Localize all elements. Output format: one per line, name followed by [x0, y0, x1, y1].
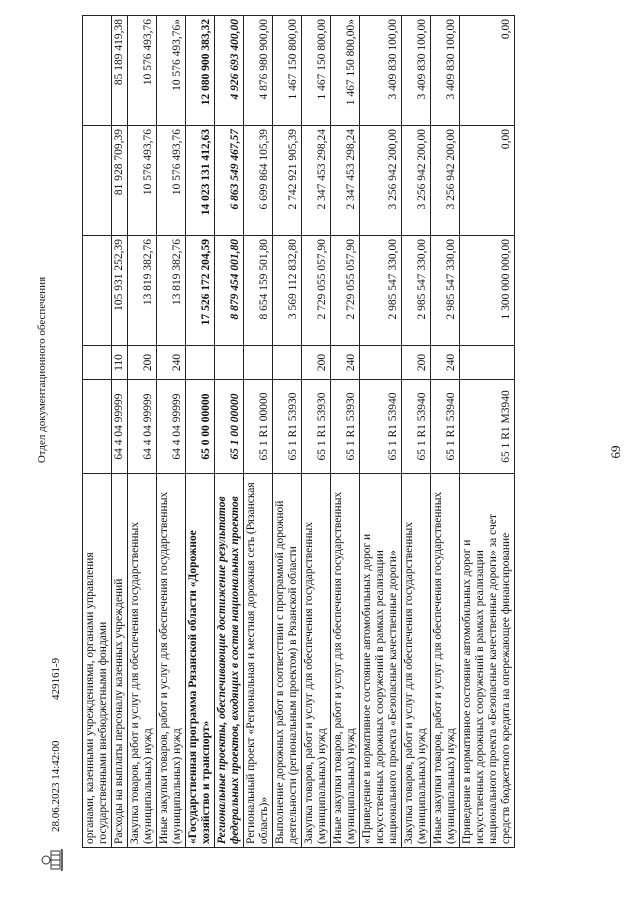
row-2025-cell: 1 467 150 800,00» [331, 16, 360, 126]
row-2023-cell: 105 931 252,39 [112, 236, 128, 346]
row-2024-cell: 0,00 [460, 126, 515, 236]
row-vr-cell [83, 346, 112, 380]
row-vr-cell [460, 346, 515, 380]
row-vr-cell [360, 346, 402, 380]
table-row [360, 16, 402, 848]
row-2025-cell: 85 189 419,38 [112, 16, 128, 126]
row-name-cell: Региональные проекты, обеспечивающие достижение результатов федеральных проектов, входящих в состав национальных проектов [215, 474, 244, 848]
row-code-cell: 65 1 00 00000 [215, 380, 244, 474]
row-2023-cell: 8 654 159 501,80 [244, 236, 273, 346]
row-2024-cell: 6 699 864 105,39 [244, 126, 273, 236]
row-2025-cell: 4 926 693 400,00 [215, 16, 244, 126]
row-code-cell: 64 4 04 99999 [112, 380, 128, 474]
row-2023-cell: 2 729 055 057,90 [302, 236, 331, 346]
footer-department: Отдел документационного обеспечения [36, 276, 48, 464]
row-name-cell: Иные закупки товаров, работ и услуг для обеспечения государственных (муниципальных) нужд [431, 474, 460, 848]
row-name-cell: Закупка товаров, работ и услуг для обеспечения государственных (муниципальных) нужд [302, 474, 331, 848]
row-name-cell: «Приведение в нормативное состояние автомобильных дорог и искусственных дорожных сооружений в рамках реализации национального проекта «Безопасные качественные дороги» [360, 474, 402, 848]
row-2024-cell: 2 347 453 298,24 [302, 126, 331, 236]
row-name-cell: Расходы на выплаты персоналу казенных учреждений [112, 474, 128, 848]
row-code-cell: 65 1 R1 53930 [331, 380, 360, 474]
row-2025-cell: 10 576 493,76» [157, 16, 186, 126]
row-2025-cell: 3 409 830 100,00 [360, 16, 402, 126]
row-name-cell: органами, казенными учреждениями, органами управления государственными внебюджетными фондами [83, 474, 112, 848]
row-2025-cell: 3 409 830 100,00 [431, 16, 460, 126]
row-2024-cell: 3 256 942 200,00 [402, 126, 431, 236]
row-vr-cell [273, 346, 302, 380]
row-code-cell: 65 1 R1 53930 [273, 380, 302, 474]
row-2025-cell: 1 467 150 800,00 [302, 16, 331, 126]
row-vr-cell: 110 [112, 346, 128, 380]
row-code-cell: 65 1 R1 53940 [360, 380, 402, 474]
row-vr-cell: 240 [157, 346, 186, 380]
row-vr-cell: 240 [431, 346, 460, 380]
row-code-cell: 65 1 R1 00000 [244, 380, 273, 474]
row-2025-cell: 4 876 980 900,00 [244, 16, 273, 126]
row-code-cell: 65 1 R1 М3940 [460, 380, 515, 474]
row-vr-cell: 200 [402, 346, 431, 380]
row-2024-cell: 2 347 453 298,24 [331, 126, 360, 236]
duma-logo-icon [38, 846, 66, 874]
row-code-cell: 64 4 04 99999 [157, 380, 186, 474]
row-2023-cell: 1 300 000 000,00 [460, 236, 515, 346]
row-2025-cell: 1 467 150 800,00 [273, 16, 302, 126]
table-row [244, 16, 273, 848]
row-2024-cell: 10 576 493,76 [128, 126, 157, 236]
row-2025-cell: 10 576 493,76 [128, 16, 157, 126]
row-name-cell: Выполнение дорожных работ в соответствии с программой дорожной деятельности (региональным проектом) в Рязанской области [273, 474, 302, 848]
row-name-cell: Иные закупки товаров, работ и услуг для обеспечения государственных (муниципальных) нужд [157, 474, 186, 848]
row-name-cell: Приведение в нормативное состояние автомобильных дорог и искусственных дорожных сооружений в рамках реализации национального проекта «Безопасные качественные дороги» за счет средств бюджетного кредита на опережающее финансирование [460, 474, 515, 848]
row-2024-cell: 3 256 942 200,00 [360, 126, 402, 236]
table-row [402, 16, 431, 848]
row-vr-cell [215, 346, 244, 380]
row-code-cell [83, 380, 112, 474]
row-2025-cell: 12 080 900 383,32 [186, 16, 215, 126]
row-2023-cell: 2 985 547 330,00 [360, 236, 402, 346]
table-row [186, 16, 215, 848]
row-vr-cell: 200 [128, 346, 157, 380]
row-code-cell: 65 0 00 00000 [186, 380, 215, 474]
table-row [157, 16, 186, 848]
row-2024-cell: 3 256 942 200,00 [431, 126, 460, 236]
row-2024-cell: 81 928 709,39 [112, 126, 128, 236]
row-2025-cell [83, 16, 112, 126]
row-code-cell: 65 1 R1 53930 [302, 380, 331, 474]
footer-doc-code: 429161-9 [50, 657, 62, 700]
row-2024-cell: 6 863 549 467,57 [215, 126, 244, 236]
row-2023-cell: 13 819 382,76 [157, 236, 186, 346]
row-2023-cell: 2 985 547 330,00 [431, 236, 460, 346]
row-2024-cell [83, 126, 112, 236]
table-row [331, 16, 360, 848]
table-body [83, 16, 515, 848]
table-row [460, 16, 515, 848]
row-2024-cell: 2 742 921 905,39 [273, 126, 302, 236]
footer-timestamp: 28.06.2023 14:42:00 [50, 740, 62, 832]
row-name-cell: «Государственная программа Рязанской области «Дорожное хозяйство и транспорт» [186, 474, 215, 848]
footer [32, 20, 72, 890]
row-code-cell: 65 1 R1 53940 [402, 380, 431, 474]
table-row [431, 16, 460, 848]
row-2024-cell: 14 023 131 412,63 [186, 126, 215, 236]
row-2023-cell: 2 729 055 057,90 [331, 236, 360, 346]
row-name-cell: Закупка товаров, работ и услуг для обеспечения государственных (муниципальных) нужд [128, 474, 157, 848]
row-2023-cell: 2 985 547 330,00 [402, 236, 431, 346]
row-2025-cell: 0,00 [460, 16, 515, 126]
row-2023-cell: 8 879 454 001,80 [215, 236, 244, 346]
page-number: 69 [608, 445, 623, 459]
row-vr-cell [244, 346, 273, 380]
row-2023-cell [83, 236, 112, 346]
row-vr-cell: 200 [302, 346, 331, 380]
row-code-cell: 65 1 R1 53940 [431, 380, 460, 474]
table-row [83, 16, 112, 848]
table-row [112, 16, 128, 848]
table-row [215, 16, 244, 848]
row-name-cell: Региональный проект «Региональная и местная дорожная сеть (Рязанская область)» [244, 474, 273, 848]
row-vr-cell [186, 346, 215, 380]
table-row [128, 16, 157, 848]
budget-table [82, 15, 515, 848]
row-2023-cell: 3 569 112 832,80 [273, 236, 302, 346]
row-name-cell: Закупка товаров, работ и услуг для обеспечения государственных (муниципальных) нужд [402, 474, 431, 848]
table-row [273, 16, 302, 848]
row-2025-cell: 3 409 830 100,00 [402, 16, 431, 126]
row-name-cell: Иные закупки товаров, работ и услуг для обеспечения государственных (муниципальных) нужд [331, 474, 360, 848]
row-vr-cell: 240 [331, 346, 360, 380]
table-row [302, 16, 331, 848]
row-code-cell: 64 4 04 99999 [128, 380, 157, 474]
row-2024-cell: 10 576 493,76 [157, 126, 186, 236]
row-2023-cell: 13 819 382,76 [128, 236, 157, 346]
row-2023-cell: 17 526 172 204,59 [186, 236, 215, 346]
